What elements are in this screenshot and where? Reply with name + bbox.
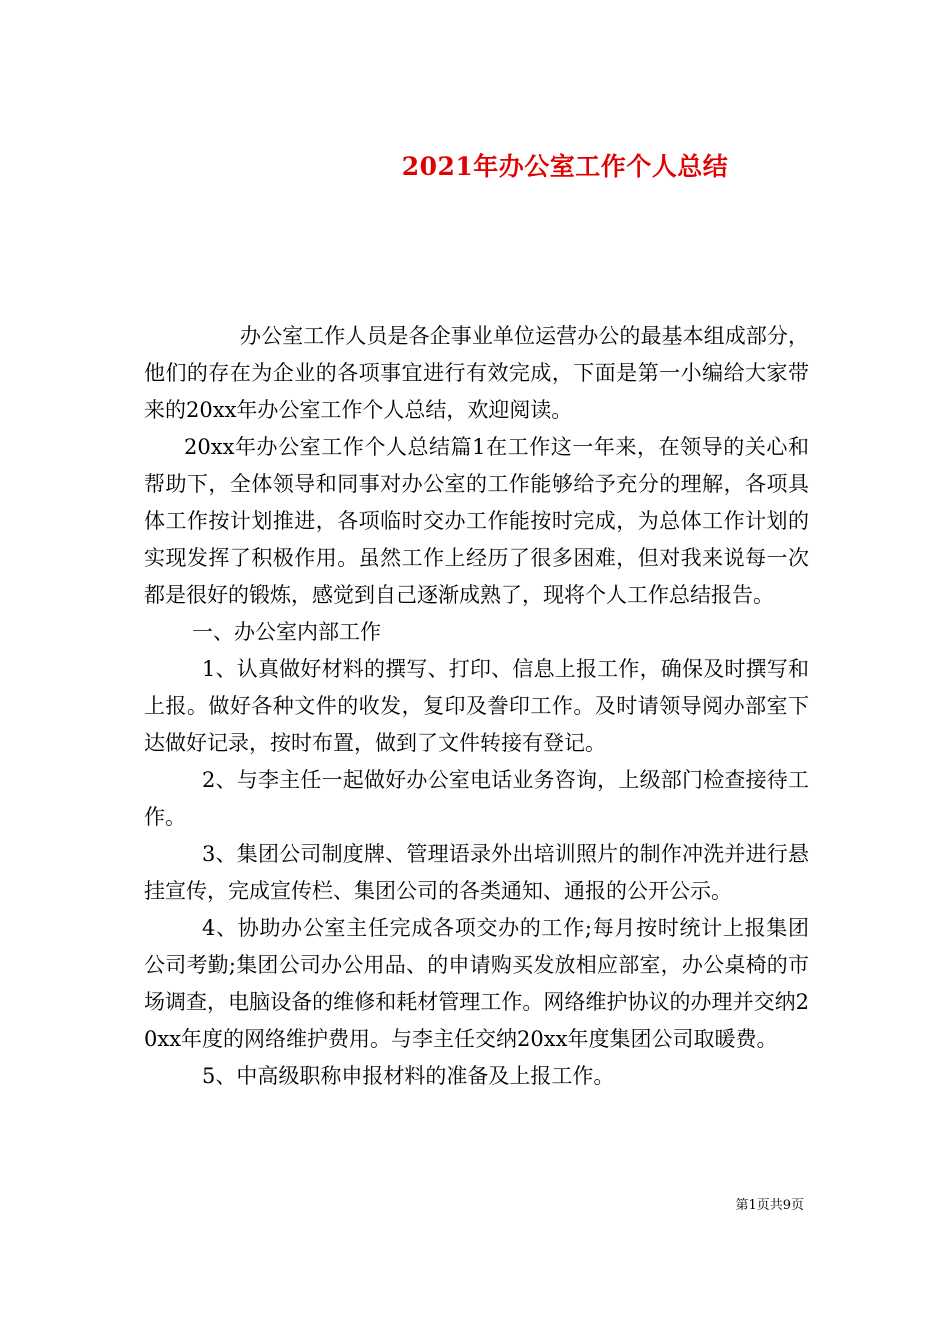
- list-item: 1、认真做好材料的撰写、打印、信息上报工作，确保及时撰写和上报。做好各种文件的收发，复印及誊印工作。及时请领导阅办部室下达做好记录，按时布置，做到了文件转接有登记。: [144, 657, 809, 755]
- list-item: 3、集团公司制度牌、管理语录外出培训照片的制作冲洗并进行悬挂宣传，完成宣传栏、集团公司的各类通知、通报的公开公示。: [144, 842, 809, 903]
- intro-paragraph: 办公室工作人员是各企事业单位运营办公的最基本组成部分，他们的存在为企业的各项事宜进行有效完成，下面是第一小编给大家带来的20xx年办公室工作个人总结，欢迎阅读。: [144, 324, 809, 422]
- list-item: 4、协助办公室主任完成各项交办的工作;每月按时统计上报集团公司考勤;集团公司办公用品、的申请购买发放相应部室，办公桌椅的市场调查，电脑设备的维修和耗材管理工作。网络维护协议的办理并交纳20xx年度的网络维护费用。与李主任交纳20xx年度集团公司取暖费。: [144, 916, 809, 1051]
- page-number: 第1页共9页: [735, 1198, 804, 1213]
- list-item: 2、与李主任一起做好办公室电话业务咨询，上级部门检查接待工作。: [144, 768, 809, 829]
- list-item: 5、中高级职称申报材料的准备及上报工作。: [202, 1064, 615, 1088]
- section-heading: 一、办公室内部工作: [192, 620, 381, 644]
- page-title: 2021年办公室工作个人总结: [401, 151, 729, 181]
- document-body: [144, 318, 809, 1095]
- summary-paragraph: 20xx年办公室工作个人总结篇1在工作这一年来，在领导的关心和帮助下，全体领导和同事对办公室的工作能够给予充分的理解，各项具体工作按计划推进，各项临时交办工作能按时完成，为总体工作计划的实现发挥了积极作用。虽然工作上经历了很多困难，但对我来说每一次都是很好的锻炼，感觉到自己逐渐成熟了，现将个人工作总结报告。: [144, 435, 809, 607]
